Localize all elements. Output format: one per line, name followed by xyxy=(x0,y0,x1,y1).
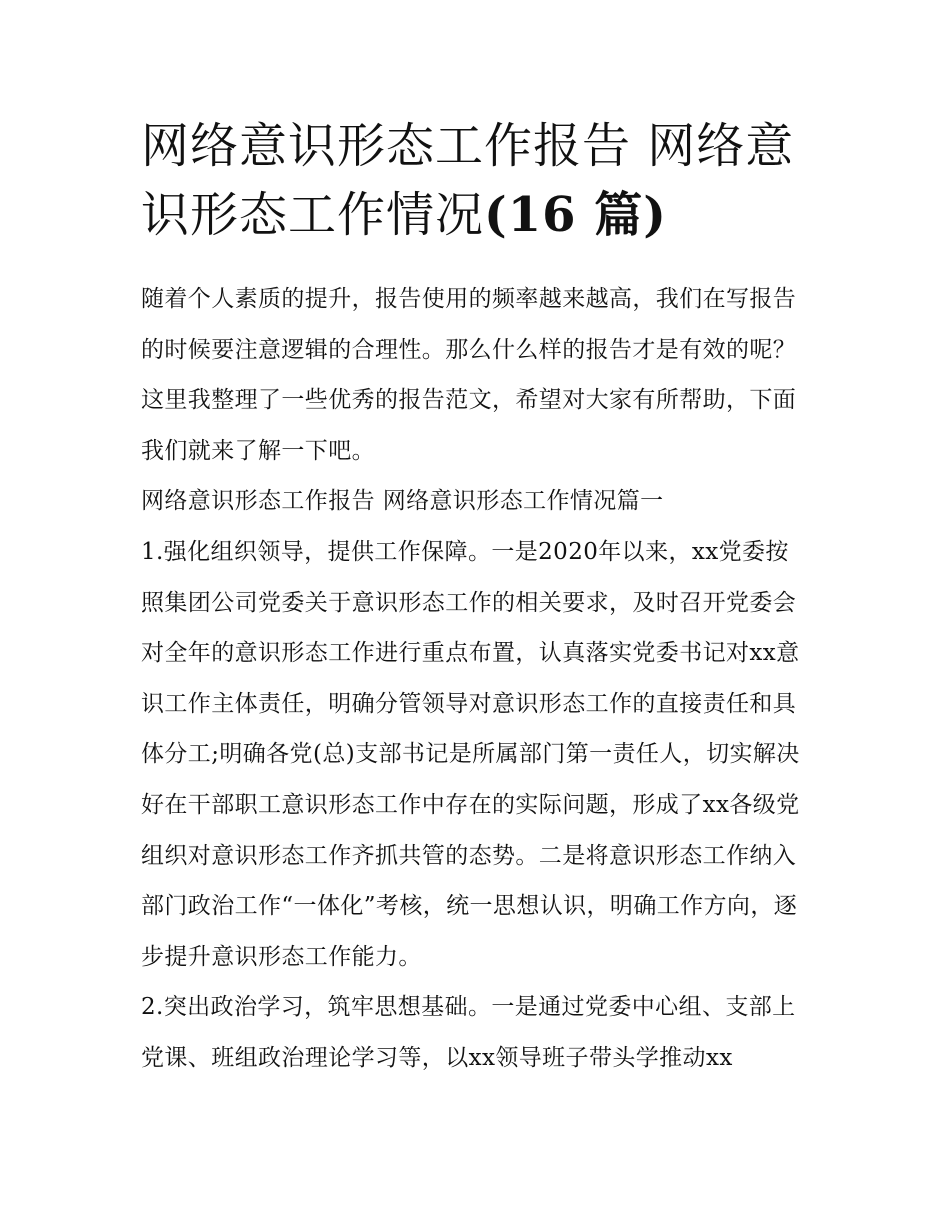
body-paragraph: 1.强化组织领导，提供工作保障。一是2020年以来，xx党委按照集团公司党委关于意识形态工作的相关要求，及时召开党委会对全年的意识形态工作进行重点布置，认真落实党委书记对xx意识工作主体责任，明确分管领导对意识形态工作的直接责任和具体分工;明确各党(总)支部书记是所属部门第一责任人，切实解决好在干部职工意识形态工作中存在的实际问题，形成了xx各级党组织对意识形态工作齐抓共管的态势。二是将意识形态工作纳入部门政治工作“一体化”考核，统一思想认识，明确工作方向，逐步提升意识形态工作能力。 xyxy=(141,538,800,970)
document-title-count: (16 篇) xyxy=(484,187,667,243)
document-body xyxy=(141,274,812,1084)
intro-paragraph: 随着个人素质的提升，报告使用的频率越来越高，我们在写报告的时候要注意逻辑的合理性。那么什么样的报告才是有效的呢？这里我整理了一些优秀的报告范文，希望对大家有所帮助，下面我们就来了解一下吧。 xyxy=(141,286,797,464)
section-heading: 网络意识形态工作报告 网络意识形态工作情况篇一 xyxy=(141,488,664,515)
document-title xyxy=(141,112,812,250)
document-title-text: 网络意识形态工作报告 网络意识形态工作情况 xyxy=(141,118,795,243)
body-paragraph: 2.突出政治学习，筑牢思想基础。一是通过党委中心组、支部上党课、班组政治理论学习等，以xx领导班子带头学推动xx xyxy=(141,994,796,1071)
